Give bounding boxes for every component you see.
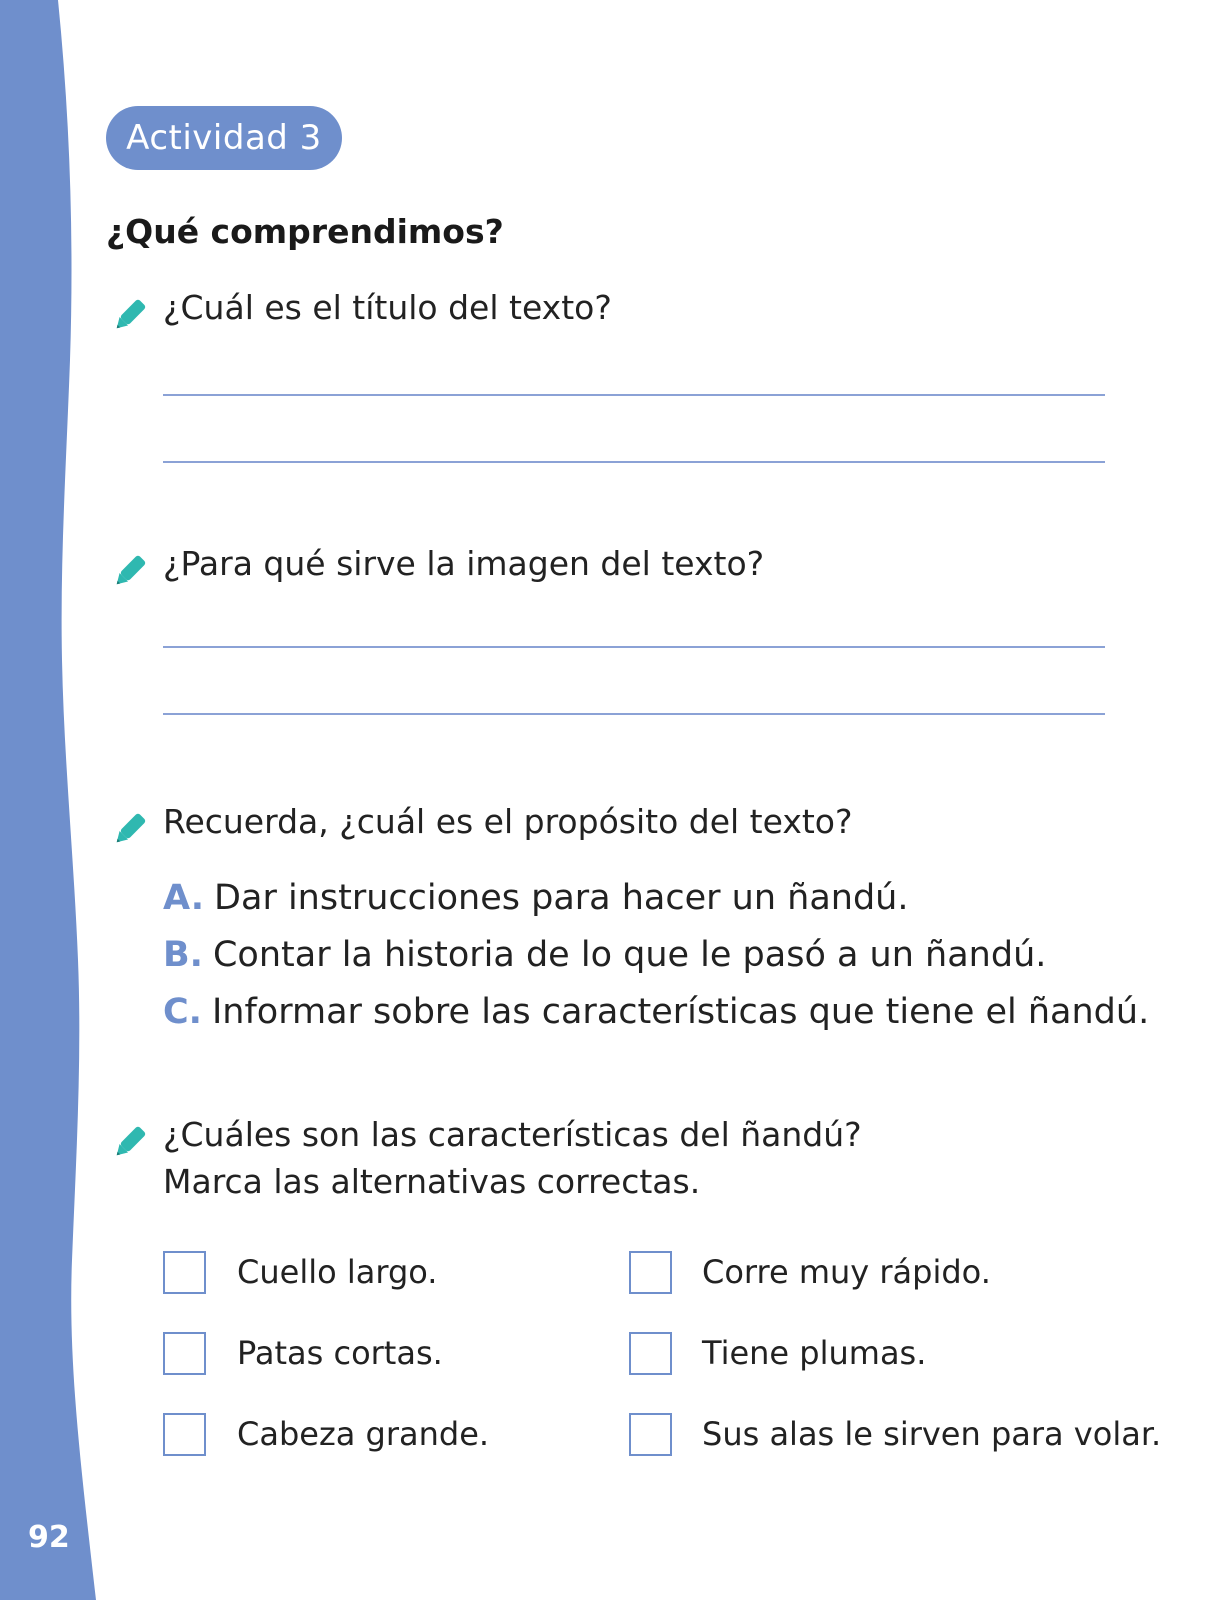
checkbox-label: Corre muy rápido. <box>702 1253 991 1291</box>
answer-line[interactable] <box>163 646 1105 648</box>
page-number: 92 <box>28 1520 70 1555</box>
option-text: Informar sobre las características que tiene el ñandú. <box>211 992 1150 1032</box>
option-a[interactable] <box>163 874 908 922</box>
checkbox[interactable] <box>163 1251 206 1294</box>
pencil-icon <box>112 1118 154 1160</box>
answer-line[interactable] <box>163 713 1105 715</box>
pencil-icon <box>112 805 154 847</box>
option-b[interactable] <box>163 931 1046 979</box>
checkbox[interactable] <box>629 1251 672 1294</box>
checkbox-label: Cabeza grande. <box>237 1415 490 1453</box>
option-text: Contar la historia de lo que le pasó a un ñandú. <box>212 935 1047 975</box>
question-4-text: ¿Cuáles son las características del ñandú? <box>163 1115 862 1154</box>
checkbox[interactable] <box>629 1332 672 1375</box>
question-1-text: ¿Cuál es el título del texto? <box>163 288 612 327</box>
checkbox-label: Cuello largo. <box>237 1253 438 1291</box>
pencil-icon <box>112 291 154 333</box>
checkbox[interactable] <box>629 1413 672 1456</box>
section-title: ¿Qué comprendimos? <box>106 212 504 251</box>
option-letter: B. <box>163 935 203 975</box>
option-c[interactable] <box>163 988 1149 1036</box>
checkbox[interactable] <box>163 1413 206 1456</box>
checkbox-label: Tiene plumas. <box>702 1334 927 1372</box>
option-letter: A. <box>163 878 205 918</box>
answer-line[interactable] <box>163 461 1105 463</box>
side-band <box>0 0 110 1600</box>
question-2-text: ¿Para qué sirve la imagen del texto? <box>163 544 765 583</box>
checkbox-label: Patas cortas. <box>237 1334 443 1372</box>
checkbox[interactable] <box>163 1332 206 1375</box>
pencil-icon <box>112 547 154 589</box>
option-letter: C. <box>163 992 202 1032</box>
activity-badge: Actividad 3 <box>106 106 342 170</box>
option-text: Dar instrucciones para hacer un ñandú. <box>214 878 909 918</box>
question-3-text: Recuerda, ¿cuál es el propósito del texto? <box>163 802 853 841</box>
checkbox-label: Sus alas le sirven para volar. <box>702 1415 1162 1453</box>
answer-line[interactable] <box>163 394 1105 396</box>
question-4-instruction: Marca las alternativas correctas. <box>163 1162 701 1201</box>
